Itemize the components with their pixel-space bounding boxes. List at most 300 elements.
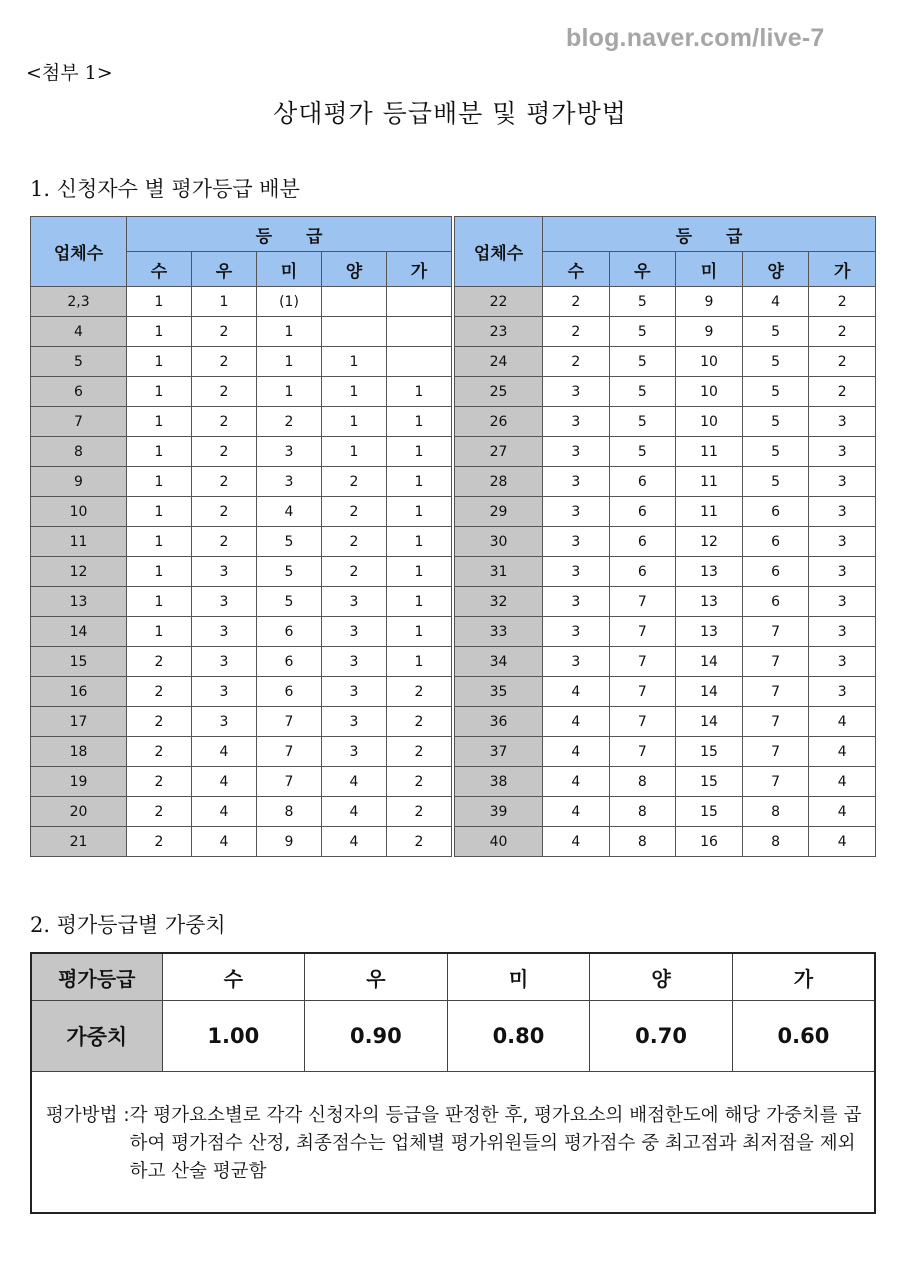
grade-name: 가 (809, 252, 876, 287)
grade-count-cell: 7 (742, 617, 809, 647)
company-count-cell: 20 (31, 797, 127, 827)
key-header: 업체수 (455, 217, 543, 287)
grade-count-cell: 1 (127, 377, 192, 407)
grade-count-cell: 7 (742, 767, 809, 797)
grade-count-cell: 3 (809, 497, 876, 527)
grade-count-cell: 3 (192, 707, 257, 737)
grade-count-cell: 1 (387, 587, 452, 617)
weight-grade-row (31, 953, 875, 1001)
table-row (455, 527, 876, 557)
grade-name: 수 (127, 252, 192, 287)
grade-count-cell: 2 (127, 647, 192, 677)
grade-count-cell: 4 (192, 797, 257, 827)
weight-value: 0.80 (447, 1001, 590, 1072)
grade-count-cell: 4 (322, 797, 387, 827)
grade-header: 등 급 (543, 217, 876, 252)
grade-count-cell: 6 (742, 527, 809, 557)
company-count-cell: 28 (455, 467, 543, 497)
grade-count-cell: 3 (192, 557, 257, 587)
table-row (31, 827, 452, 857)
grade-count-cell: 3 (192, 647, 257, 677)
grade-count-cell: 6 (742, 557, 809, 587)
grade-count-cell: 15 (676, 797, 743, 827)
grade-count-cell: 4 (543, 767, 610, 797)
grade-count-cell: 3 (257, 437, 322, 467)
key-header: 업체수 (31, 217, 127, 287)
grade-count-cell: 3 (543, 377, 610, 407)
grade-count-cell: 2 (257, 407, 322, 437)
grade-count-cell: 3 (809, 407, 876, 437)
grade-count-cell: 15 (676, 767, 743, 797)
company-count-cell: 24 (455, 347, 543, 377)
grade-count-cell: (1) (257, 287, 322, 317)
grade-count-cell: 2 (387, 797, 452, 827)
grade-count-cell: 3 (543, 527, 610, 557)
grade-count-cell: 10 (676, 407, 743, 437)
grade-count-cell: 5 (609, 347, 676, 377)
page-title: 상대평가 등급배분 및 평가방법 (273, 99, 627, 128)
table-row (455, 797, 876, 827)
grade-count-cell: 1 (322, 437, 387, 467)
grade-count-cell: 2 (543, 347, 610, 377)
table-row (31, 377, 452, 407)
table-row (455, 767, 876, 797)
grade-count-cell: 6 (257, 617, 322, 647)
grade-count-cell: 1 (257, 377, 322, 407)
grade-count-cell: 7 (609, 737, 676, 767)
table-row (455, 467, 876, 497)
grade-count-cell: 4 (742, 287, 809, 317)
table-row (455, 497, 876, 527)
company-count-cell: 23 (455, 317, 543, 347)
grade-count-cell: 10 (676, 347, 743, 377)
grade-count-cell: 8 (609, 767, 676, 797)
grade-count-cell: 3 (192, 587, 257, 617)
grade-count-cell: 5 (257, 557, 322, 587)
grade-count-cell: 3 (809, 557, 876, 587)
grade-count-cell: 5 (609, 287, 676, 317)
grade-count-cell: 2 (543, 317, 610, 347)
grade-count-cell: 1 (387, 377, 452, 407)
method-label: 평가방법 : (46, 1105, 130, 1126)
grade-count-cell: 3 (809, 647, 876, 677)
grade-count-cell: 6 (609, 467, 676, 497)
table-row (31, 677, 452, 707)
grade-label: 평가등급 (31, 953, 162, 1001)
grade-count-cell: 14 (676, 677, 743, 707)
grade-count-cell: 9 (257, 827, 322, 857)
company-count-cell: 10 (31, 497, 127, 527)
grade-count-cell: 7 (609, 707, 676, 737)
grade-count-cell: 4 (809, 737, 876, 767)
table-row (31, 437, 452, 467)
grade-count-cell: 4 (809, 827, 876, 857)
grade-count-cell: 2 (322, 467, 387, 497)
grade-count-cell (387, 287, 452, 317)
table-row (31, 707, 452, 737)
grade-count-cell: 3 (543, 497, 610, 527)
table-row (31, 527, 452, 557)
grade-count-cell: 3 (322, 587, 387, 617)
grade-count-cell: 3 (543, 587, 610, 617)
grade-count-cell: 2 (127, 737, 192, 767)
grade-count-cell: 7 (742, 647, 809, 677)
grade-count-cell: 1 (387, 647, 452, 677)
company-count-cell: 21 (31, 827, 127, 857)
grade-count-cell: 7 (257, 707, 322, 737)
grade-count-cell: 8 (742, 797, 809, 827)
company-count-cell: 7 (31, 407, 127, 437)
grade-count-cell: 4 (809, 707, 876, 737)
watermark: blog.naver.com/live-7 (566, 24, 825, 52)
company-count-cell: 12 (31, 557, 127, 587)
grade-count-cell: 3 (809, 437, 876, 467)
grade-count-cell: 6 (609, 557, 676, 587)
table-row (31, 617, 452, 647)
grade-count-cell: 5 (609, 437, 676, 467)
weight-value: 0.60 (732, 1001, 875, 1072)
method-text: 각 평가요소별로 각각 신청자의 등급을 판정한 후, 평가요소의 배점한도에 해당 가중치를 곱하여 평가점수 산정, 최종점수는 업체별 평가위원들의 평가점수 중 최고점과 최저점을 제외하고 산술 평균함 (129, 1105, 862, 1182)
grade-count-cell: 1 (127, 287, 192, 317)
grade-count-cell: 1 (127, 617, 192, 647)
company-count-cell: 25 (455, 377, 543, 407)
table-row (455, 677, 876, 707)
grade-name: 미 (676, 252, 743, 287)
attachment-label: <첨부 1> (26, 62, 113, 84)
grade-count-cell: 13 (676, 557, 743, 587)
company-count-cell: 30 (455, 527, 543, 557)
grade-count-cell: 2 (127, 827, 192, 857)
weight-value: 0.90 (305, 1001, 448, 1072)
company-count-cell: 27 (455, 437, 543, 467)
grade-count-cell: 5 (742, 407, 809, 437)
company-count-cell: 11 (31, 527, 127, 557)
grade-count-cell: 2 (322, 527, 387, 557)
grade-count-cell: 4 (192, 737, 257, 767)
grade-count-cell: 4 (322, 767, 387, 797)
grade-count-cell: 8 (257, 797, 322, 827)
grade-count-cell: 3 (543, 437, 610, 467)
grade-count-cell: 4 (809, 797, 876, 827)
table-row (455, 737, 876, 767)
grade-count-cell: 2 (809, 377, 876, 407)
grade-count-cell: 2 (387, 677, 452, 707)
table-row (31, 347, 452, 377)
grade-count-cell: 2 (809, 347, 876, 377)
grade-count-cell (322, 287, 387, 317)
company-count-cell: 6 (31, 377, 127, 407)
grade-count-cell: 2 (192, 497, 257, 527)
grade-count-cell: 3 (809, 527, 876, 557)
grade-count-cell: 7 (609, 587, 676, 617)
grade-name: 우 (192, 252, 257, 287)
table-row (31, 767, 452, 797)
grade-count-cell: 3 (809, 617, 876, 647)
grade-count-cell: 6 (609, 497, 676, 527)
table-row (455, 587, 876, 617)
grade-count-cell: 5 (257, 587, 322, 617)
grade-count-cell: 2 (127, 767, 192, 797)
grade-count-cell: 3 (809, 587, 876, 617)
table-row (455, 317, 876, 347)
grade-count-cell: 11 (676, 467, 743, 497)
table-row (31, 587, 452, 617)
grade-count-cell: 6 (609, 527, 676, 557)
grade-count-cell: 4 (192, 827, 257, 857)
grade-name: 양 (322, 252, 387, 287)
grade-count-cell: 5 (742, 437, 809, 467)
table-row (31, 317, 452, 347)
table-row (455, 377, 876, 407)
grade-count-cell: 2 (127, 677, 192, 707)
grade-count-cell: 5 (609, 317, 676, 347)
table-row (455, 407, 876, 437)
grade-count-cell: 14 (676, 647, 743, 677)
grade-count-cell: 2 (543, 287, 610, 317)
company-count-cell: 32 (455, 587, 543, 617)
grade-count-cell: 7 (609, 617, 676, 647)
company-count-cell: 36 (455, 707, 543, 737)
grade-count-cell: 1 (322, 407, 387, 437)
grade-count-cell: 3 (192, 617, 257, 647)
grade-count-cell: 8 (609, 797, 676, 827)
table-row (31, 287, 452, 317)
company-count-cell: 16 (31, 677, 127, 707)
grade-count-cell: 4 (322, 827, 387, 857)
grade-count-cell: 3 (322, 677, 387, 707)
company-count-cell: 33 (455, 617, 543, 647)
grade-count-cell: 3 (322, 617, 387, 647)
grade-count-cell: 1 (127, 347, 192, 377)
grade-count-cell: 5 (609, 407, 676, 437)
company-count-cell: 39 (455, 797, 543, 827)
company-count-cell: 4 (31, 317, 127, 347)
grade-count-cell: 1 (387, 497, 452, 527)
grade-count-cell: 1 (127, 407, 192, 437)
company-count-cell: 18 (31, 737, 127, 767)
weight-grade: 수 (162, 953, 305, 1001)
grade-count-cell: 2 (387, 707, 452, 737)
grade-count-cell: 1 (387, 527, 452, 557)
grade-count-cell: 3 (192, 677, 257, 707)
grade-count-cell: 2 (192, 347, 257, 377)
grade-count-cell: 2 (387, 737, 452, 767)
company-count-cell: 26 (455, 407, 543, 437)
grade-count-cell: 13 (676, 617, 743, 647)
company-count-cell: 8 (31, 437, 127, 467)
grade-count-cell: 2 (192, 437, 257, 467)
table-row (31, 407, 452, 437)
grade-count-cell: 4 (809, 767, 876, 797)
grade-count-cell: 14 (676, 707, 743, 737)
grade-count-cell: 1 (387, 467, 452, 497)
weight-grade: 가 (732, 953, 875, 1001)
table-row (31, 467, 452, 497)
table-row (31, 647, 452, 677)
weight-grade: 미 (447, 953, 590, 1001)
grade-count-cell: 11 (676, 437, 743, 467)
grade-count-cell: 12 (676, 527, 743, 557)
grade-count-cell: 6 (742, 587, 809, 617)
grade-count-cell: 3 (543, 617, 610, 647)
grade-count-cell: 1 (127, 587, 192, 617)
company-count-cell: 29 (455, 497, 543, 527)
grade-count-cell: 5 (609, 377, 676, 407)
grade-count-cell: 1 (322, 377, 387, 407)
grade-name: 우 (609, 252, 676, 287)
grade-count-cell (322, 317, 387, 347)
table-row (455, 707, 876, 737)
company-count-cell: 5 (31, 347, 127, 377)
grade-name: 양 (742, 252, 809, 287)
grade-count-cell (387, 317, 452, 347)
table-row (31, 737, 452, 767)
grade-count-cell: 5 (742, 347, 809, 377)
grade-count-cell: 7 (609, 677, 676, 707)
grade-count-cell: 3 (809, 677, 876, 707)
table-row (31, 497, 452, 527)
grade-count-cell: 3 (543, 557, 610, 587)
company-count-cell: 19 (31, 767, 127, 797)
grade-count-cell: 1 (387, 407, 452, 437)
grade-count-cell: 1 (387, 617, 452, 647)
grade-count-cell: 7 (609, 647, 676, 677)
weight-table (30, 952, 876, 1214)
grade-count-cell: 7 (742, 677, 809, 707)
company-count-cell: 34 (455, 647, 543, 677)
grade-count-cell: 2 (192, 467, 257, 497)
grade-count-cell: 2 (127, 797, 192, 827)
weight-label: 가중치 (31, 1001, 162, 1072)
company-count-cell: 40 (455, 827, 543, 857)
grade-count-cell: 2 (809, 317, 876, 347)
company-count-cell: 37 (455, 737, 543, 767)
method-cell (31, 1072, 875, 1214)
grade-count-cell: 4 (543, 677, 610, 707)
weight-value-row (31, 1001, 875, 1072)
table-row (455, 347, 876, 377)
grade-count-cell: 4 (192, 767, 257, 797)
grade-count-cell: 3 (322, 707, 387, 737)
grade-name: 수 (543, 252, 610, 287)
grade-count-cell: 8 (742, 827, 809, 857)
section-1-title: 1. 신청자수 별 평가등급 배분 (30, 177, 300, 201)
grade-count-cell: 2 (192, 527, 257, 557)
grade-count-cell: 2 (127, 707, 192, 737)
company-count-cell: 2,3 (31, 287, 127, 317)
company-count-cell: 38 (455, 767, 543, 797)
grade-table-right (454, 216, 876, 857)
grade-count-cell: 3 (543, 647, 610, 677)
table-row (455, 287, 876, 317)
grade-count-cell: 5 (257, 527, 322, 557)
grade-count-cell: 4 (543, 797, 610, 827)
grade-count-cell: 16 (676, 827, 743, 857)
grade-count-cell: 1 (257, 347, 322, 377)
grade-count-cell: 1 (127, 317, 192, 347)
section-2-title: 2. 평가등급별 가중치 (30, 913, 226, 937)
grade-count-cell: 3 (257, 467, 322, 497)
table-row (455, 647, 876, 677)
grade-count-cell: 1 (192, 287, 257, 317)
grade-count-cell: 6 (257, 647, 322, 677)
grade-count-cell: 11 (676, 497, 743, 527)
company-count-cell: 31 (455, 557, 543, 587)
grade-count-cell: 2 (192, 317, 257, 347)
table-row (455, 827, 876, 857)
grade-count-cell: 1 (322, 347, 387, 377)
grade-count-cell: 2 (809, 287, 876, 317)
grade-name: 미 (257, 252, 322, 287)
grade-count-cell: 3 (809, 467, 876, 497)
grade-count-cell: 6 (742, 497, 809, 527)
grade-count-cell: 2 (322, 497, 387, 527)
grade-count-cell: 2 (387, 827, 452, 857)
company-count-cell: 9 (31, 467, 127, 497)
table-row (31, 797, 452, 827)
grade-count-cell: 3 (543, 467, 610, 497)
grade-count-cell: 7 (257, 737, 322, 767)
grade-count-cell: 3 (322, 647, 387, 677)
table-row (455, 617, 876, 647)
company-count-cell: 13 (31, 587, 127, 617)
table-row (455, 557, 876, 587)
grade-count-cell: 1 (127, 527, 192, 557)
grade-count-cell: 3 (322, 737, 387, 767)
grade-count-cell: 1 (257, 317, 322, 347)
grade-count-cell: 3 (543, 407, 610, 437)
grade-count-cell: 1 (387, 437, 452, 467)
grade-count-cell: 5 (742, 377, 809, 407)
grade-count-cell: 4 (543, 737, 610, 767)
grade-count-cell: 1 (127, 557, 192, 587)
grade-count-cell: 10 (676, 377, 743, 407)
grade-count-cell: 2 (192, 377, 257, 407)
grade-count-cell: 2 (192, 407, 257, 437)
grade-count-cell: 9 (676, 287, 743, 317)
grade-count-cell: 4 (543, 707, 610, 737)
weight-grade: 우 (305, 953, 448, 1001)
grade-header: 등 급 (127, 217, 452, 252)
company-count-cell: 15 (31, 647, 127, 677)
grade-count-cell: 6 (257, 677, 322, 707)
grade-count-cell: 7 (742, 707, 809, 737)
grade-count-cell: 5 (742, 317, 809, 347)
grade-count-cell (387, 347, 452, 377)
grade-name: 가 (387, 252, 452, 287)
grade-count-cell: 2 (322, 557, 387, 587)
company-count-cell: 35 (455, 677, 543, 707)
grade-count-cell: 13 (676, 587, 743, 617)
company-count-cell: 17 (31, 707, 127, 737)
grade-count-cell: 5 (742, 467, 809, 497)
weight-grade: 양 (590, 953, 733, 1001)
grade-count-cell: 8 (609, 827, 676, 857)
weight-value: 0.70 (590, 1001, 733, 1072)
grade-count-cell: 1 (387, 557, 452, 587)
grade-count-cell: 7 (742, 737, 809, 767)
grade-count-cell: 1 (127, 437, 192, 467)
grade-count-cell: 1 (127, 467, 192, 497)
table-row (455, 437, 876, 467)
table-row (31, 557, 452, 587)
company-count-cell: 22 (455, 287, 543, 317)
grade-count-cell: 15 (676, 737, 743, 767)
grade-count-cell: 7 (257, 767, 322, 797)
grade-count-cell: 9 (676, 317, 743, 347)
grade-count-cell: 4 (543, 827, 610, 857)
grade-table-left (30, 216, 452, 857)
